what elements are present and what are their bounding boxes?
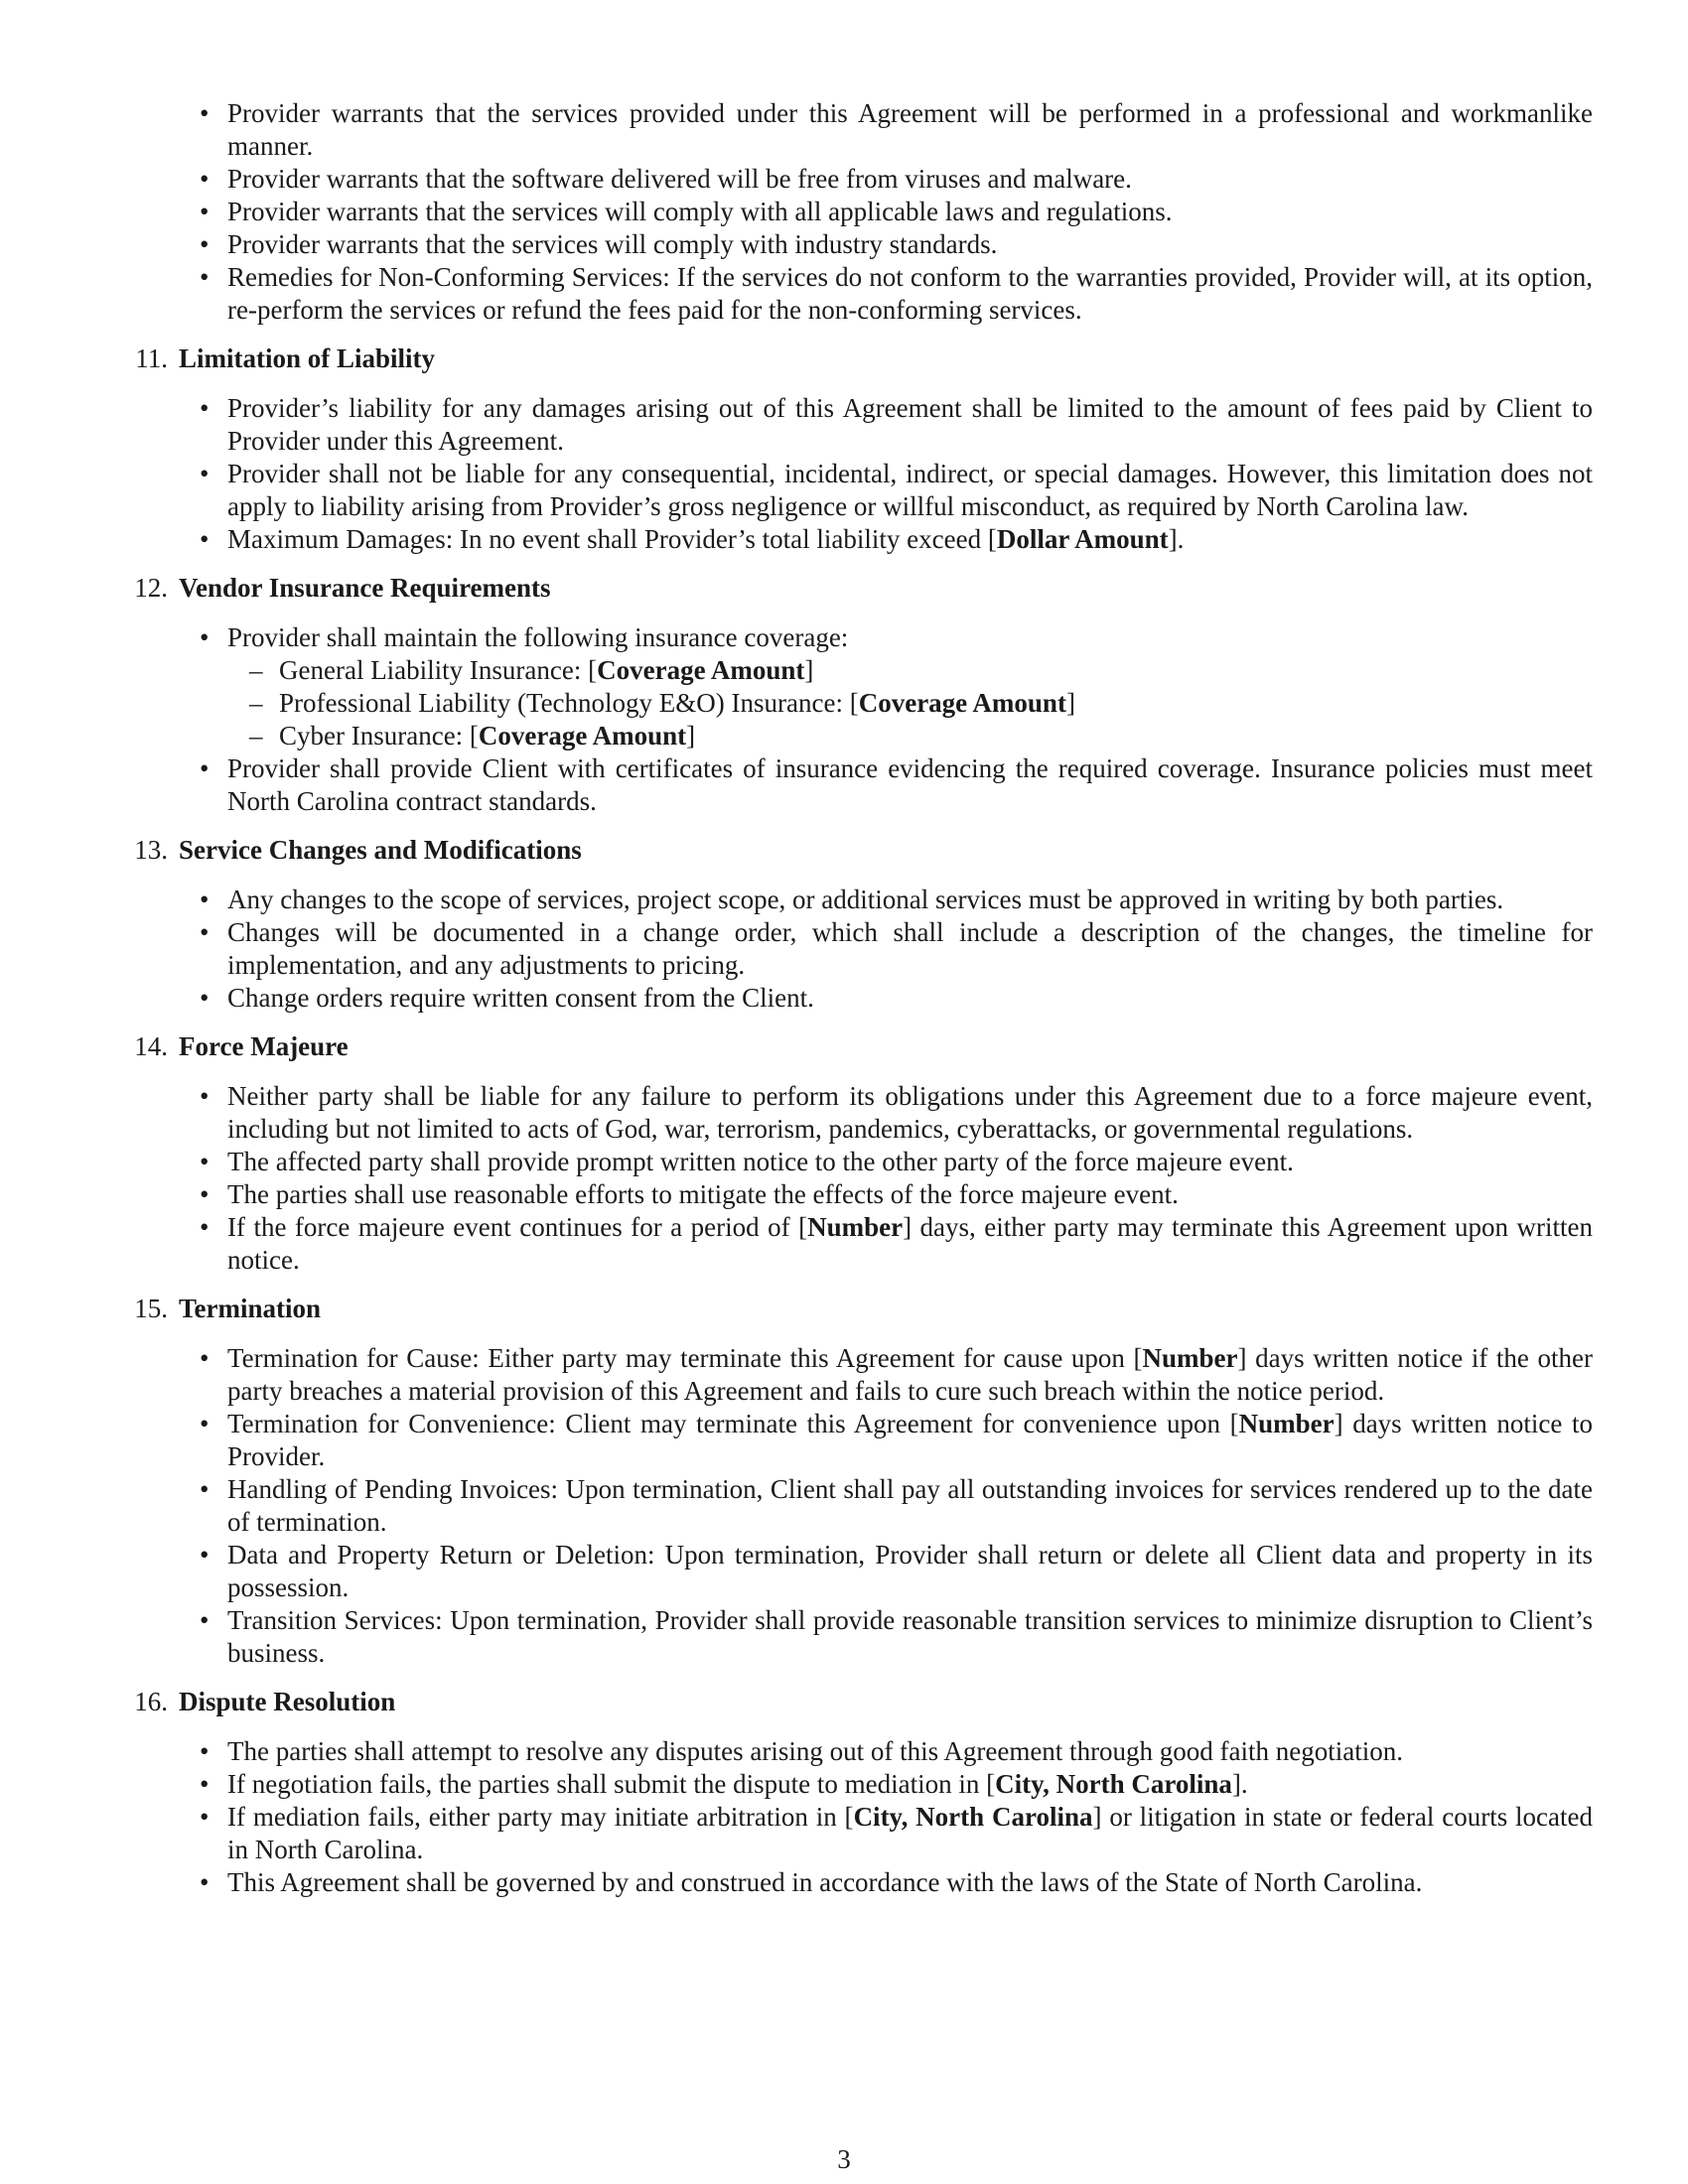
section-bullet-list: [109, 884, 1593, 1015]
placeholder-field: Number: [1238, 1409, 1335, 1438]
section-heading: [109, 1686, 1593, 1718]
placeholder-field: Number: [807, 1212, 904, 1242]
list-item: • This Agreement shall be governed by and construed in accordance with the laws of the State of North Carolina.: [109, 1866, 1593, 1899]
section-heading: [109, 1293, 1593, 1325]
section-title: Termination: [179, 1294, 322, 1323]
list-item: • The parties shall attempt to resolve any disputes arising out of this Agreement through good faith negotiation.: [109, 1735, 1593, 1768]
section-vendor-insurance: [109, 572, 1593, 818]
section-number: 12.: [134, 573, 168, 603]
section-title: Limitation of Liability: [179, 343, 436, 373]
section-heading: [109, 1030, 1593, 1063]
list-item: • Change orders require written consent from the Client.: [109, 982, 1593, 1015]
section-termination: [109, 1293, 1593, 1670]
list-item: • The affected party shall provide prompt written notice to the other party of the force majeure event.: [109, 1146, 1593, 1178]
list-item: • Provider warrants that the services provided under this Agreement will be performed in a professional and workmanlike manner.: [109, 97, 1593, 163]
list-item: • Handling of Pending Invoices: Upon termination, Client shall pay all outstanding invoices for services rendered up to the date of termination.: [109, 1473, 1593, 1539]
list-item: • Provider shall provide Client with certificates of insurance evidencing the required coverage. Insurance policies must meet North Carolina contract standards.: [109, 752, 1593, 818]
list-item: • Remedies for Non-Conforming Services: If the services do not conform to the warranties provided, Provider will, at its option, re-perform the services or refund the fees paid for the non-conforming services.: [109, 261, 1593, 327]
section-title: Vendor Insurance Requirements: [179, 573, 551, 603]
list-item: • Provider warrants that the software delivered will be free from viruses and malware.: [109, 163, 1593, 196]
list-item: • Any changes to the scope of services, project scope, or additional services must be approved in writing by both parties.: [109, 884, 1593, 916]
insurance-sublist: [227, 654, 1593, 752]
section-bullet-list: [109, 1735, 1593, 1899]
section-title: Force Majeure: [179, 1031, 349, 1061]
list-item: • Neither party shall be liable for any failure to perform its obligations under this Agreement due to a force majeure event, including but not limited to acts of God, war, terrorism, pandemics, cyberattacks, or governmental regulations.: [109, 1080, 1593, 1146]
warranty-bullet-list: [109, 97, 1593, 327]
section-force-majeure: [109, 1030, 1593, 1277]
list-item: • Termination for Cause: Either party may terminate this Agreement for cause upon [Number] days written notice if the other party breaches a material provision of this Agreement and fails to cure such breach within the notice period.: [109, 1342, 1593, 1408]
sublist-item: – Professional Liability (Technology E&O) Insurance: [Coverage Amount]: [227, 687, 1593, 720]
section-bullet-list: [109, 1342, 1593, 1670]
list-item: • Provider shall not be liable for any consequential, incidental, indirect, or special damages. However, this limitation does not apply to liability arising from Provider’s gross negligence or willful misconduct, as required by North Carolina law.: [109, 458, 1593, 523]
section-heading: [109, 572, 1593, 605]
section-heading: [109, 342, 1593, 375]
list-item: • Provider warrants that the services will comply with industry standards.: [109, 228, 1593, 261]
list-item: • Provider warrants that the services will comply with all applicable laws and regulations.: [109, 196, 1593, 228]
section-limitation-of-liability: [109, 342, 1593, 556]
section-dispute-resolution: [109, 1686, 1593, 1899]
document-body: [109, 97, 1593, 1899]
section-title: Service Changes and Modifications: [179, 835, 582, 865]
list-item: • Transition Services: Upon termination, Provider shall provide reasonable transition services to minimize disruption to Client’s business.: [109, 1604, 1593, 1670]
list-item: • Termination for Convenience: Client may terminate this Agreement for convenience upon [Number] days written notice to Provider.: [109, 1408, 1593, 1473]
placeholder-field: Dollar Amount: [996, 524, 1169, 554]
list-item: • Provider shall maintain the following insurance coverage: – General Liability Insurance: [Coverage Amount] – Professional Liability (Technology E&O) Insurance: [Coverage Amount] – Cyber Insurance: [Coverage Amount]: [109, 621, 1593, 752]
placeholder-field: Coverage Amount: [597, 655, 805, 685]
placeholder-field: City, North Carolina: [995, 1769, 1232, 1799]
placeholder-field: City, North Carolina: [853, 1802, 1093, 1832]
list-item: • Maximum Damages: In no event shall Provider’s total liability exceed [Dollar Amount].: [109, 523, 1593, 556]
section-number: 13.: [134, 835, 168, 865]
page-number: 3: [837, 2144, 851, 2174]
sublist-item: – General Liability Insurance: [Coverage Amount]: [227, 654, 1593, 687]
placeholder-field: Number: [1142, 1343, 1238, 1373]
section-number: 15.: [134, 1294, 168, 1323]
section-title: Dispute Resolution: [179, 1687, 396, 1716]
placeholder-field: Coverage Amount: [858, 688, 1066, 718]
section-heading: [109, 834, 1593, 867]
list-item: • Data and Property Return or Deletion: Upon termination, Provider shall return or delete all Client data and property in its possession.: [109, 1539, 1593, 1604]
list-item: • Changes will be documented in a change order, which shall include a description of the changes, the timeline for implementation, and any adjustments to pricing.: [109, 916, 1593, 982]
section-number: 14.: [134, 1031, 168, 1061]
section-bullet-list: [109, 1080, 1593, 1277]
placeholder-field: Coverage Amount: [478, 721, 687, 751]
section-bullet-list: [109, 392, 1593, 556]
list-item: • If the force majeure event continues for a period of [Number] days, either party may terminate this Agreement upon written notice.: [109, 1211, 1593, 1277]
section-number: 16.: [134, 1687, 168, 1716]
list-item: • If negotiation fails, the parties shall submit the dispute to mediation in [City, North Carolina].: [109, 1768, 1593, 1801]
list-item: • If mediation fails, either party may initiate arbitration in [City, North Carolina] or litigation in state or federal courts located in North Carolina.: [109, 1801, 1593, 1866]
list-item: • The parties shall use reasonable efforts to mitigate the effects of the force majeure event.: [109, 1178, 1593, 1211]
sublist-item: – Cyber Insurance: [Coverage Amount]: [227, 720, 1593, 752]
section-number: 11.: [135, 343, 168, 373]
list-item: • Provider’s liability for any damages arising out of this Agreement shall be limited to the amount of fees paid by Client to Provider under this Agreement.: [109, 392, 1593, 458]
section-bullet-list: [109, 621, 1593, 818]
section-service-changes: [109, 834, 1593, 1015]
